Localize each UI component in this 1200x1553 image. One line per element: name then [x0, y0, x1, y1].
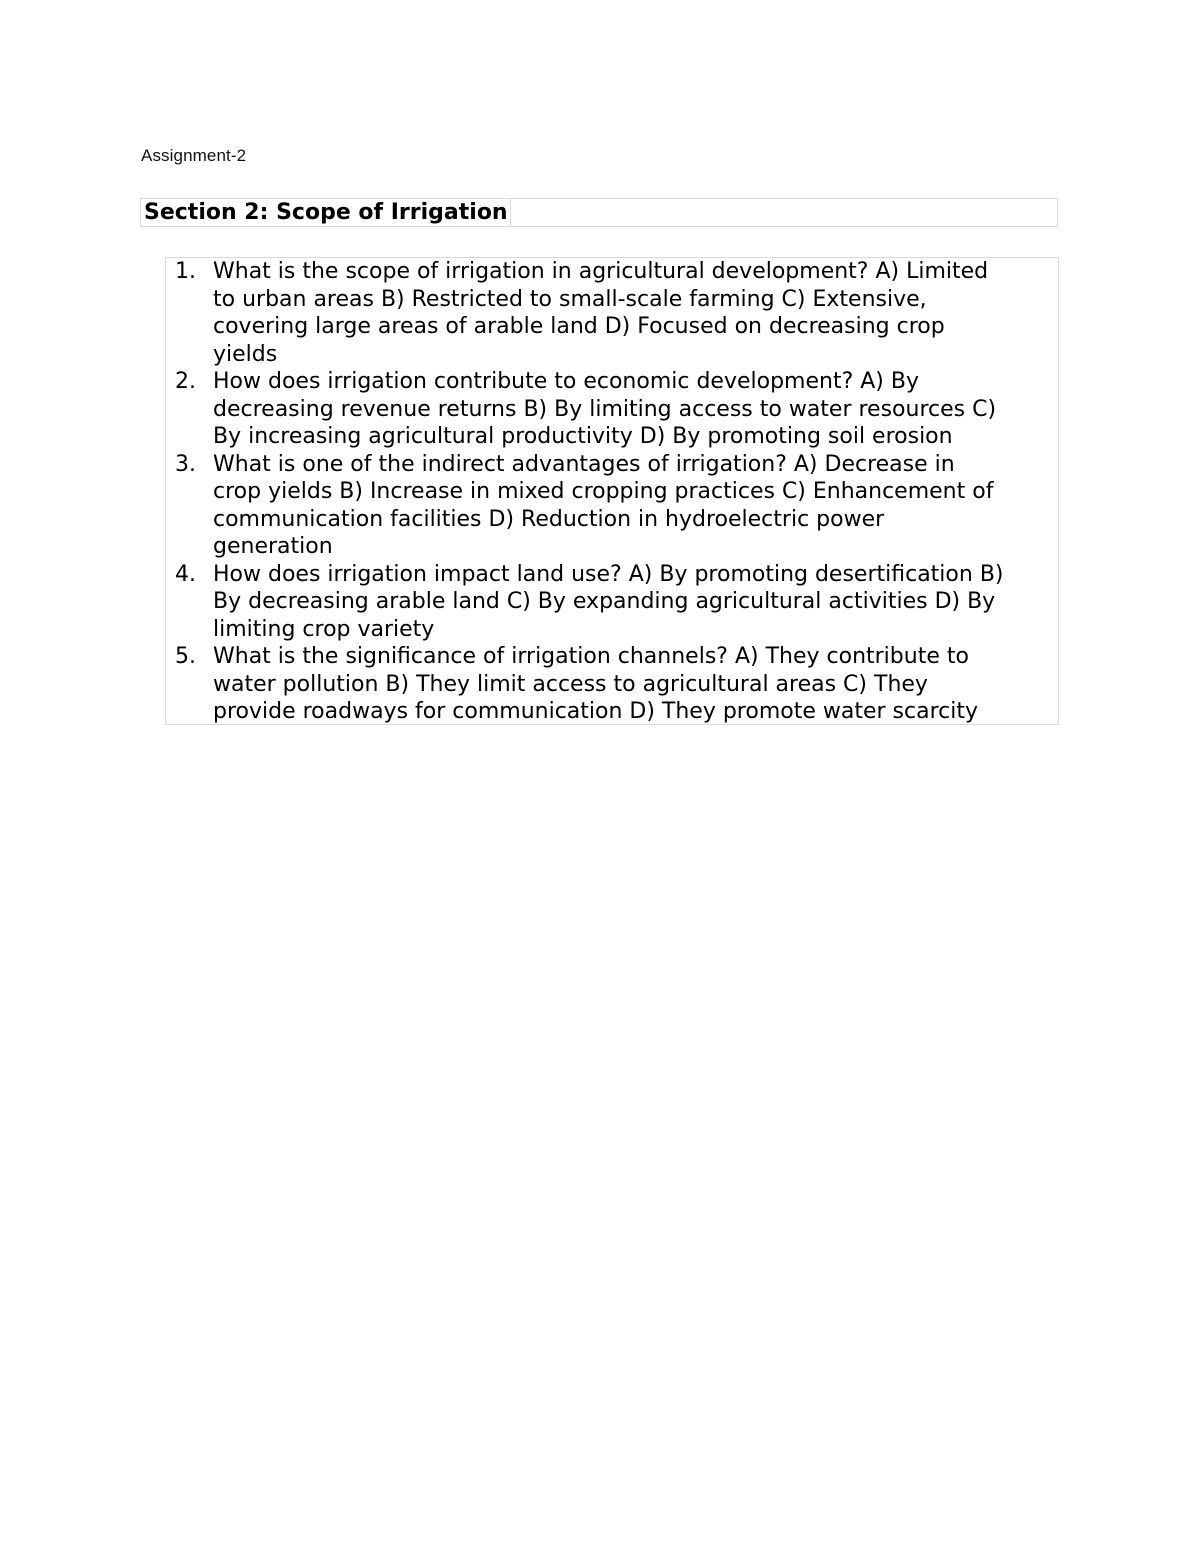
- question-item-5: [166, 643, 1060, 726]
- question-line: provide roadways for communication D) They promote water scarcity: [213, 699, 979, 724]
- question-text: [213, 643, 1058, 726]
- question-line: decreasing revenue returns B) By limiting access to water resources C): [213, 396, 997, 422]
- question-line: How does irrigation contribute to economic development? A) By: [213, 369, 919, 394]
- question-line: generation: [213, 534, 333, 559]
- question-line: By increasing agricultural productivity D) By promoting soil erosion: [213, 424, 953, 449]
- question-item-4: [166, 561, 1060, 644]
- question-item-1: [166, 258, 1060, 368]
- question-text: [213, 451, 1058, 561]
- question-line: By decreasing arable land C) By expanding agricultural activities D) By: [213, 589, 996, 614]
- section-title: Section 2: Scope of Irrigation: [142, 199, 511, 226]
- question-list-box: [165, 257, 1059, 725]
- question-line: covering large areas of arable land D) Focused on decreasing crop: [213, 314, 945, 339]
- question-line: water pollution B) They limit access to agricultural areas C) They: [213, 671, 928, 697]
- question-number: 4.: [175, 561, 196, 587]
- question-line: What is the scope of irrigation in agricultural development? A) Limited: [213, 259, 989, 284]
- question-line: What is the significance of irrigation channels? A) They contribute to: [213, 644, 969, 669]
- question-number: 5.: [175, 644, 196, 669]
- question-list: [166, 258, 1060, 726]
- question-number: 1.: [175, 259, 196, 284]
- question-line: yields: [213, 341, 278, 367]
- section-heading-box: [140, 198, 1058, 227]
- assignment-label: Assignment-2: [141, 146, 247, 165]
- question-item-3: [166, 451, 1060, 561]
- question-item-2: [166, 368, 1060, 451]
- question-line: crop yields B) Increase in mixed cropping practices C) Enhancement of: [213, 479, 994, 504]
- question-text: [213, 561, 1058, 644]
- question-number: 3.: [175, 451, 196, 477]
- question-line: to urban areas B) Restricted to small-scale farming C) Extensive,: [213, 286, 927, 312]
- question-line: limiting crop variety: [213, 616, 435, 642]
- question-line: What is one of the indirect advantages of irrigation? A) Decrease in: [213, 451, 955, 477]
- question-text: [213, 258, 1058, 368]
- question-line: How does irrigation impact land use? A) By promoting desertification B): [213, 561, 1004, 587]
- question-number: 2.: [175, 369, 196, 394]
- question-text: [213, 368, 1058, 451]
- question-line: communication facilities D) Reduction in hydroelectric power: [213, 506, 885, 532]
